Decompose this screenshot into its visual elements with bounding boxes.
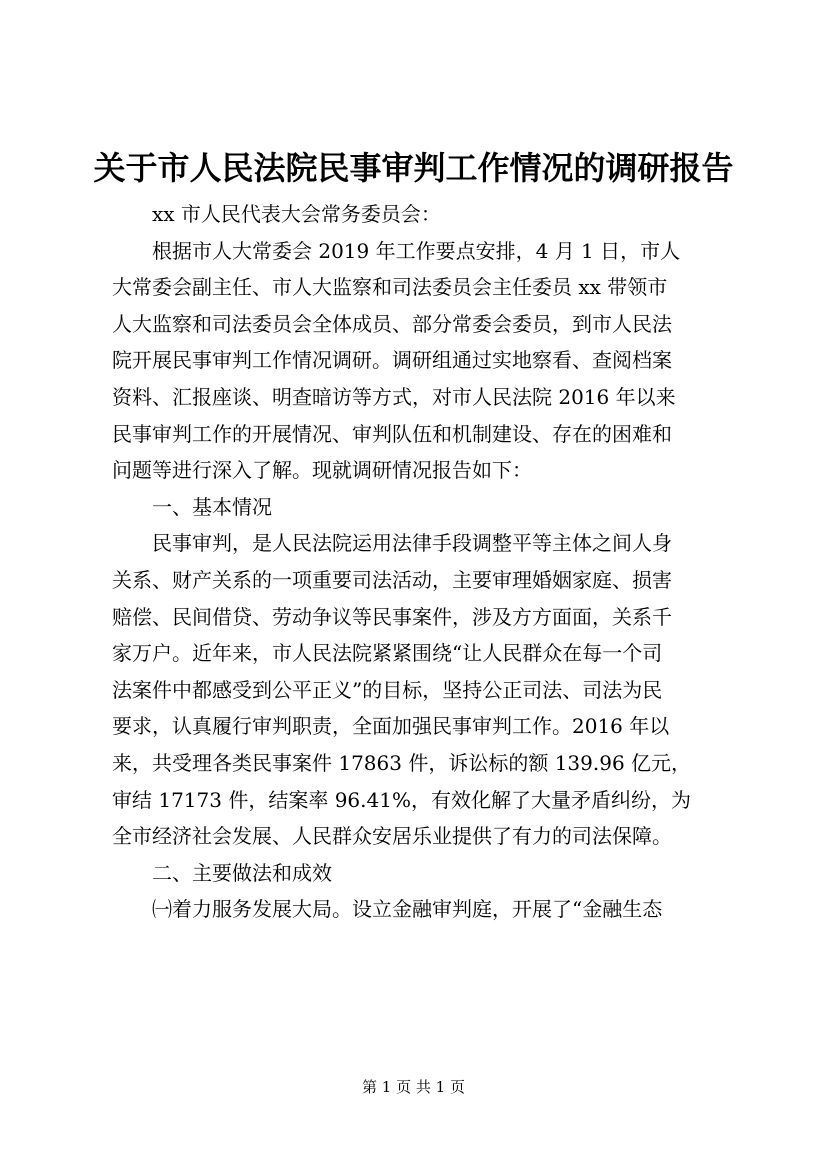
paragraph-line: 来，共受理各类民事案件 17863 件，诉讼标的额 139.96 亿元， <box>112 750 692 775</box>
paragraph-line: 根据市人大常委会 2019 年工作要点安排，4 月 1 日，市人 <box>152 238 681 263</box>
paragraph-2 <box>112 525 752 854</box>
section-heading-practices: 二、主要做法和成效 <box>152 860 332 885</box>
paragraph-line: 院开展民事审判工作情况调研。调研组通过实地察看、查阅档案 <box>112 348 672 373</box>
paragraph-line: 大常委会副主任、市人大监察和司法委员会主任委员 xx 带领市 <box>112 275 668 300</box>
paragraph-line: 全市经济社会发展、人民群众安居乐业提供了有力的司法保障。 <box>112 824 672 849</box>
paragraph-line: 资料、汇报座谈、明查暗访等方式，对市人民法院 2016 年以来 <box>112 384 676 409</box>
paragraph-line: 要求，认真履行审判职责，全面加强民事审判工作。2016 年以 <box>112 714 670 739</box>
paragraph-line: ㈠着力服务发展大局。设立金融审判庭，开展了“金融生态 <box>152 897 663 922</box>
paragraph-line: 关系、财产关系的一项重要司法活动，主要审理婚姻家庭、损害 <box>112 567 672 592</box>
document-title: 关于市人民法院民事审判工作情况的调研报告 <box>93 149 734 187</box>
paragraph-line: 赔偿、民间借贷、劳动争议等民事案件，涉及方方面面，关系千 <box>112 604 672 629</box>
paragraph-line: 民事审判工作的开展情况、审判队伍和机制建设、存在的困难和 <box>112 421 672 446</box>
paragraph-line: 家万户。近年来，市人民法院紧紧围绕“让人民群众在每一个司 <box>112 641 663 666</box>
paragraph-line: 法案件中都感受到公平正义”的目标，坚持公正司法、司法为民 <box>112 677 663 702</box>
paragraph-line: 审结 17173 件，结案率 96.41%，有效化解了大量矛盾纠纷，为 <box>112 787 691 812</box>
page-number-footer: 第 1 页 共 1 页 <box>362 1078 465 1096</box>
paragraph-3 <box>112 891 752 928</box>
section-heading-basic: 一、基本情况 <box>152 494 272 519</box>
salutation: xx 市人民代表大会常务委员会： <box>152 202 441 226</box>
document-body <box>112 196 752 928</box>
paragraph-line: 民事审判，是人民法院运用法律手段调整平等主体之间人身 <box>152 531 672 556</box>
paragraph-line: 人大监察和司法委员会全体成员、部分常委会委员，到市人民法 <box>112 311 672 336</box>
paragraph-line: 问题等进行深入了解。现就调研情况报告如下： <box>112 458 532 483</box>
paragraph-1 <box>112 233 752 489</box>
